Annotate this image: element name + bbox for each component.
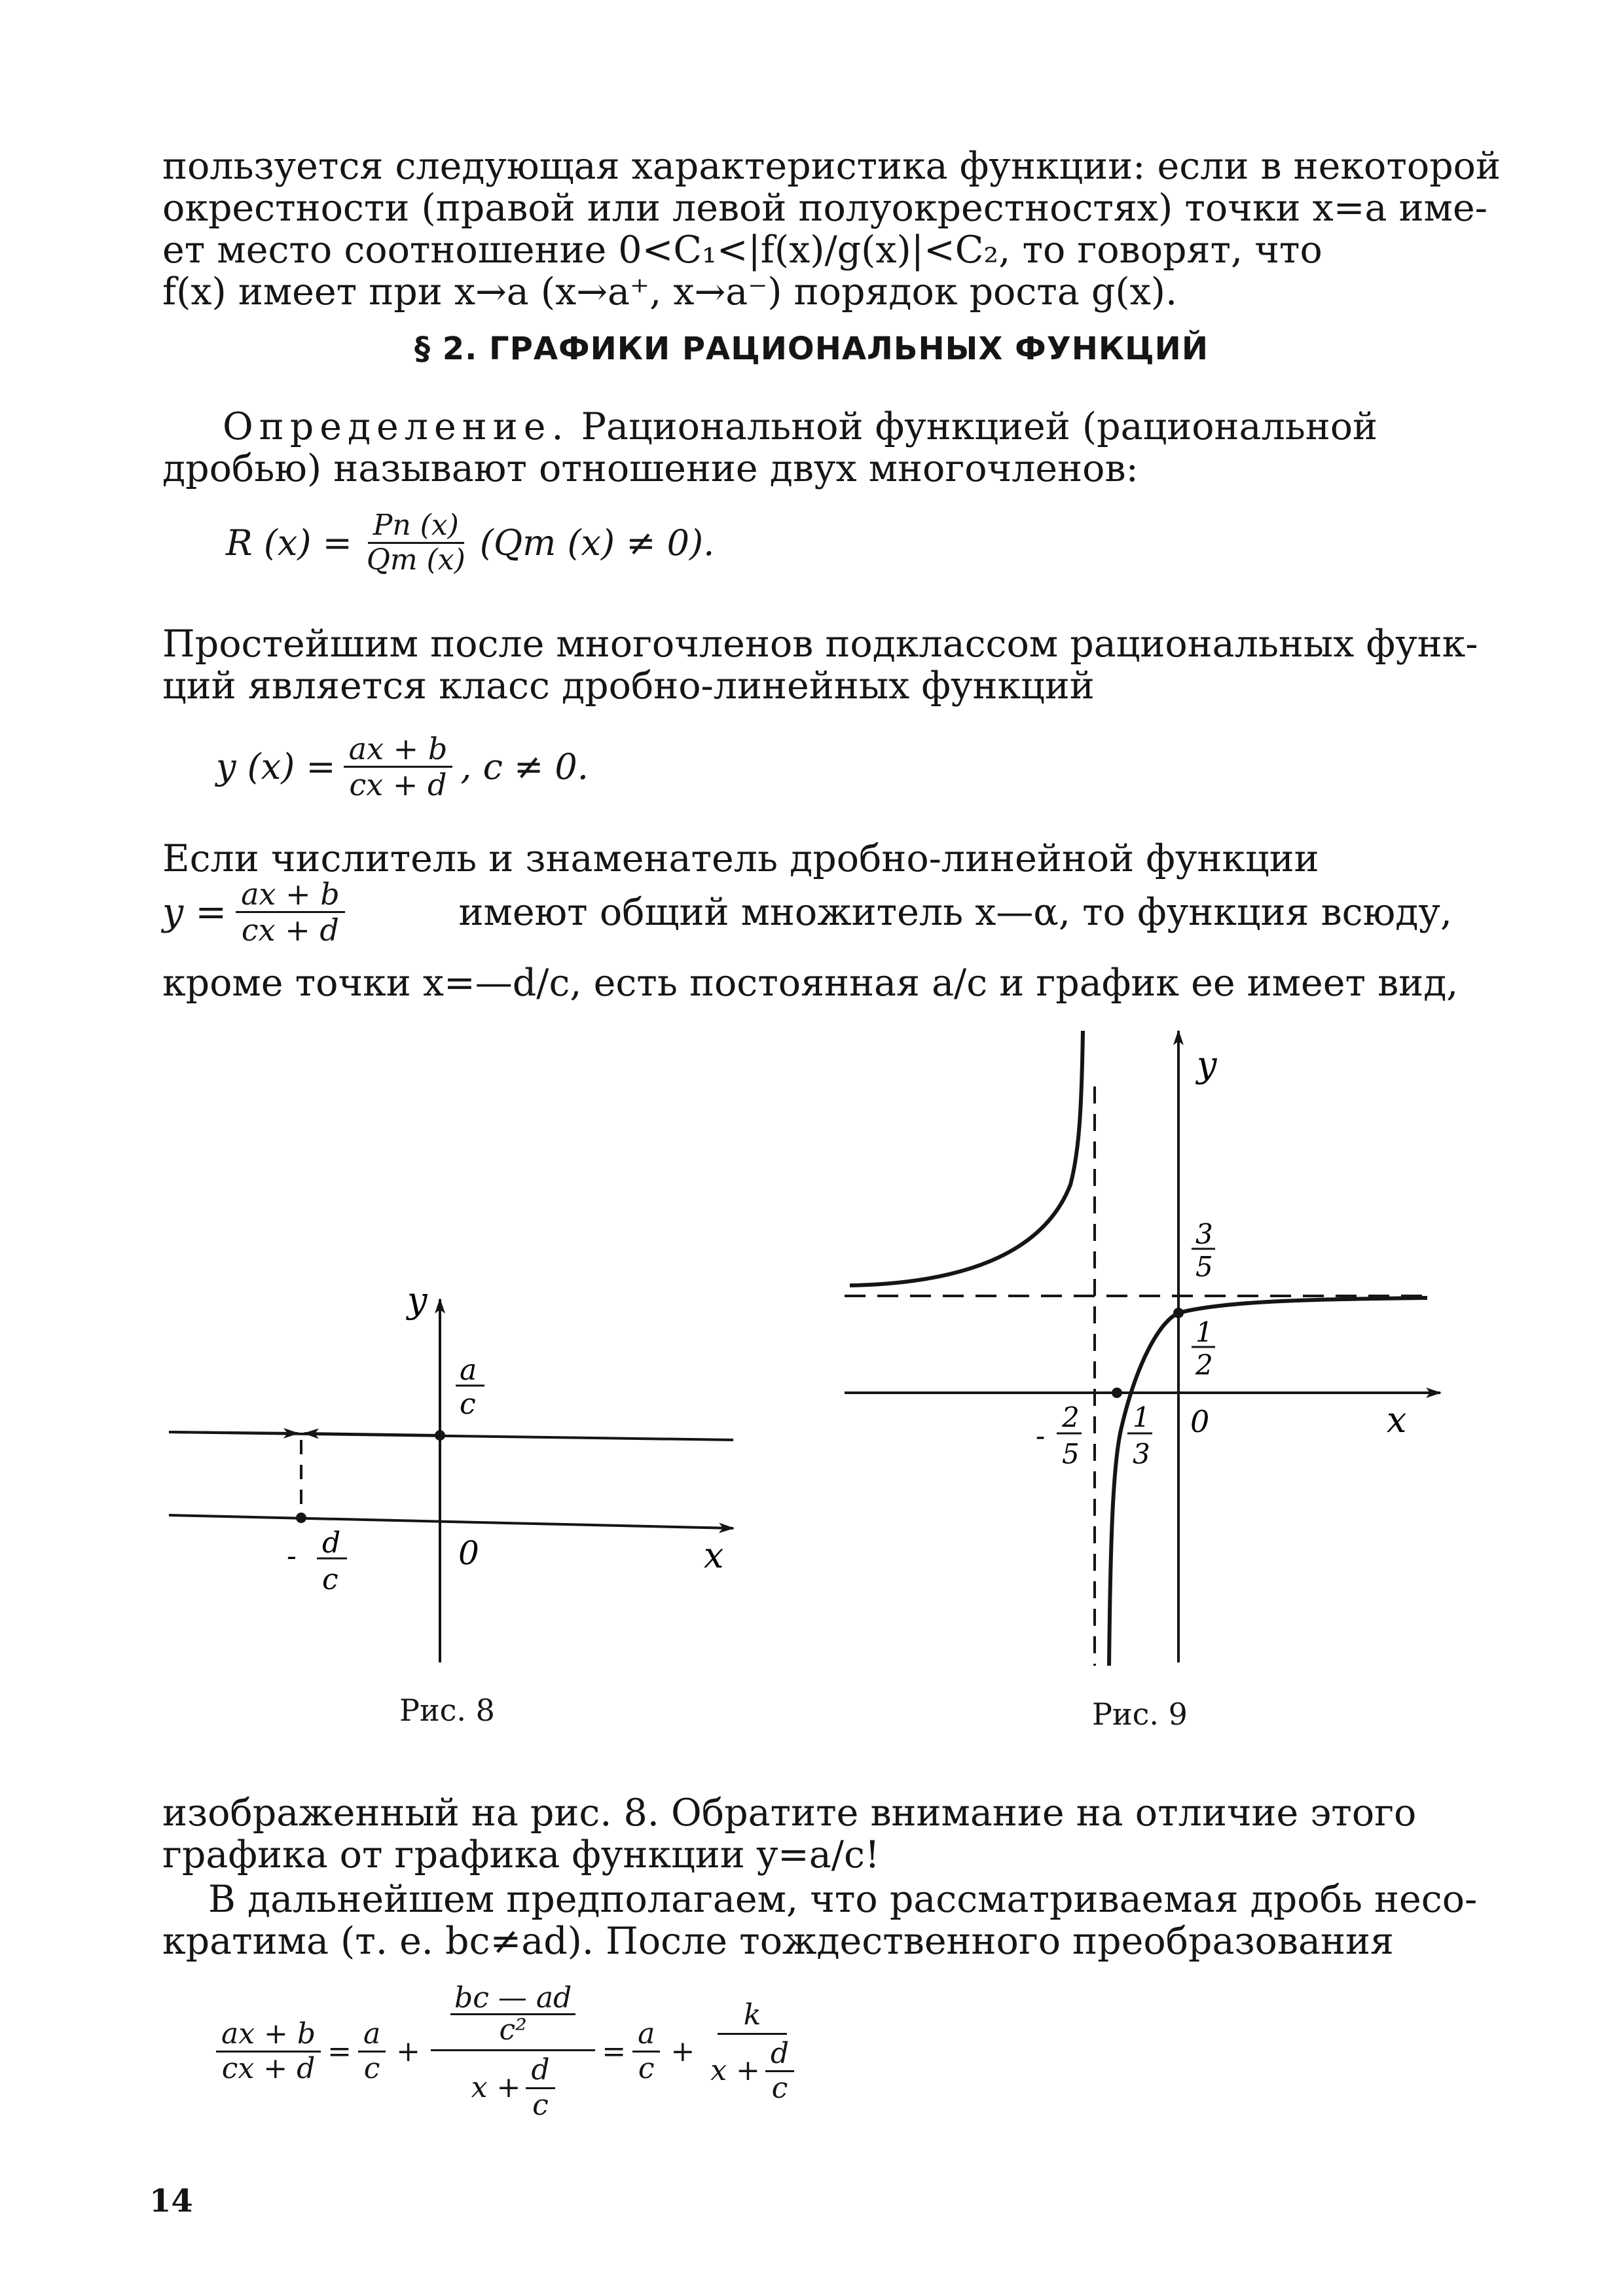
final-eq-1: = <box>327 2035 352 2069</box>
fig9-three-label: 3 <box>1195 1218 1213 1250</box>
fig9-five-den-label: 5 <box>1062 1438 1080 1470</box>
final-k-den <box>705 2035 799 2104</box>
fig8-caption: Рис. 8 <box>399 1693 495 1728</box>
formula-r-denominator: Qm (x) <box>366 543 465 577</box>
fig8-d-label: d <box>322 1526 341 1560</box>
final-a-1: a <box>358 2019 386 2053</box>
fig9-two-label: 2 <box>1195 1349 1213 1381</box>
fig8-c-den-label: c <box>322 1563 338 1596</box>
fig8-c-label: c <box>460 1388 476 1421</box>
fig8-a-label: a <box>460 1354 477 1387</box>
fig9-right-branch <box>1109 1298 1427 1666</box>
final-d-1: d <box>526 2055 555 2089</box>
final-c-4: c <box>771 2071 788 2105</box>
formula-r-numerator: Pn (x) <box>368 511 464 544</box>
fig8-x-axis <box>169 1515 733 1528</box>
fig9-point-x-intercept <box>1112 1388 1122 1398</box>
final-big-den <box>466 2051 560 2120</box>
figure-8 <box>169 1280 733 1662</box>
fig9-third-num-label: 1 <box>1133 1401 1150 1433</box>
para2-line-2: ций является класс дробно-линейных функций <box>162 664 1095 708</box>
definition-text: Рациональной функцией (рациональной <box>581 405 1378 448</box>
final-plus-2: + <box>670 2035 695 2069</box>
final-d-over-c-2 <box>765 2036 794 2105</box>
formula-y-lhs: y (x) = <box>216 746 336 788</box>
formula-r-lhs: R (x) = <box>226 522 352 564</box>
final-frac-a-over-c-1 <box>358 2019 386 2084</box>
fig8-point-minus-d-over-c <box>296 1513 306 1523</box>
fig8-point-a-over-c <box>435 1430 445 1441</box>
final-c-squared: c² <box>499 2013 527 2047</box>
final-k: k <box>718 2000 788 2035</box>
final-big-num <box>431 1983 595 2051</box>
para4-line-1: изображенный на рис. 8. Обратите внимание на отличие этого <box>162 1791 1417 1835</box>
para3-denominator: cx + d <box>241 912 339 948</box>
fig9-y-label: y <box>1197 1044 1217 1085</box>
fig9-minus-label: - <box>1036 1420 1046 1452</box>
fig8-y-label: y <box>407 1280 428 1321</box>
para3-line-3: кроме точки x=—d/c, есть постоянная a/c и график ее имеет вид, <box>162 961 1459 1005</box>
final-plus-1: + <box>396 2035 421 2069</box>
fig9-x-label: x <box>1387 1399 1407 1441</box>
final-d-over-c-1 <box>526 2055 555 2120</box>
final-big-fraction <box>431 1983 595 2121</box>
para5-line-1: В дальнейшем предполагаем, что рассматриваемая дробь несо- <box>208 1878 1478 1921</box>
final-d-2: d <box>765 2039 794 2072</box>
final-frac-1-num: ax + b <box>216 2019 321 2053</box>
formula-y-numerator: ax + b <box>344 733 453 768</box>
figure-9 <box>845 1031 1440 1666</box>
intro-line-1: пользуется следующая характеристика функции: если в некоторой <box>162 145 1501 188</box>
fig9-point-y-intercept <box>1173 1308 1184 1318</box>
final-c-1: c <box>363 2052 380 2086</box>
intro-line-3: ет место соотношение 0<C₁<|f(x)/g(x)|<C₂, то говорят, что <box>162 228 1322 272</box>
fig8-minus-label: - <box>287 1539 297 1573</box>
intro-line-2: окрестности (правой или левой полуокрестностях) точки x=a име- <box>162 187 1487 230</box>
para3-line-2-text: имеют общий множитель x—α, то функция всюду, <box>458 890 1452 934</box>
fig9-five-label: 5 <box>1195 1251 1213 1283</box>
final-x-plus-2: x + <box>710 2054 760 2088</box>
intro-line-4: f(x) имеет при x→a (x→a⁺, x→a⁻) порядок роста g(x). <box>162 270 1178 314</box>
para4-line-2: графика от графика функции y=a/c! <box>162 1833 880 1876</box>
final-c-3: c <box>638 2052 655 2086</box>
para3-line-1: Если числитель и знаменатель дробно-линейной функции <box>162 837 1319 880</box>
final-frac-a-over-c-2 <box>632 2019 660 2084</box>
final-frac-1-den: cx + d <box>221 2052 316 2086</box>
fig8-left-arrow <box>169 1432 298 1433</box>
fig9-caption: Рис. 9 <box>1092 1696 1188 1732</box>
formula-y-condition: , c ≠ 0. <box>460 746 589 788</box>
formula-r-condition: (Qm (x) ≠ 0). <box>479 522 715 564</box>
formula-y-denominator: cx + d <box>349 767 447 803</box>
para2-line-1: Простейшим после многочленов подклассом рациональных функ- <box>162 622 1478 666</box>
fig8-origin-label: 0 <box>458 1534 479 1572</box>
fig8-x-label: x <box>704 1535 724 1576</box>
para3-numerator: ax + b <box>236 878 345 913</box>
final-a-2: a <box>632 2019 660 2053</box>
definition-term: Определение. <box>223 405 570 448</box>
fig9-origin-label: 0 <box>1190 1404 1210 1439</box>
fig9-two-num-label: 2 <box>1062 1401 1080 1433</box>
fig9-left-branch <box>850 1031 1083 1285</box>
final-c-2: c <box>532 2088 549 2122</box>
section-heading: § 2. ГРАФИКИ РАЦИОНАЛЬНЫХ ФУНКЦИЙ <box>414 331 1209 367</box>
page-number: 14 <box>149 2183 193 2219</box>
final-x-plus-1: x + <box>471 2070 521 2104</box>
para5-line-2: кратима (т. е. bc≠ad). После тождественного преобразования <box>162 1920 1394 1963</box>
final-k-fraction <box>705 2000 799 2104</box>
final-eq-2: = <box>602 2035 627 2069</box>
formula-transformation <box>216 1983 799 2121</box>
fig9-three-den-label: 3 <box>1133 1438 1150 1470</box>
final-frac-1 <box>216 2019 321 2084</box>
final-bc-ad: bc — ad <box>450 1983 575 2015</box>
definition-line-2: дробью) называют отношение двух многочленов: <box>162 447 1139 490</box>
fig9-one-label: 1 <box>1195 1316 1213 1348</box>
para3-y-lhs: y = <box>162 890 227 934</box>
